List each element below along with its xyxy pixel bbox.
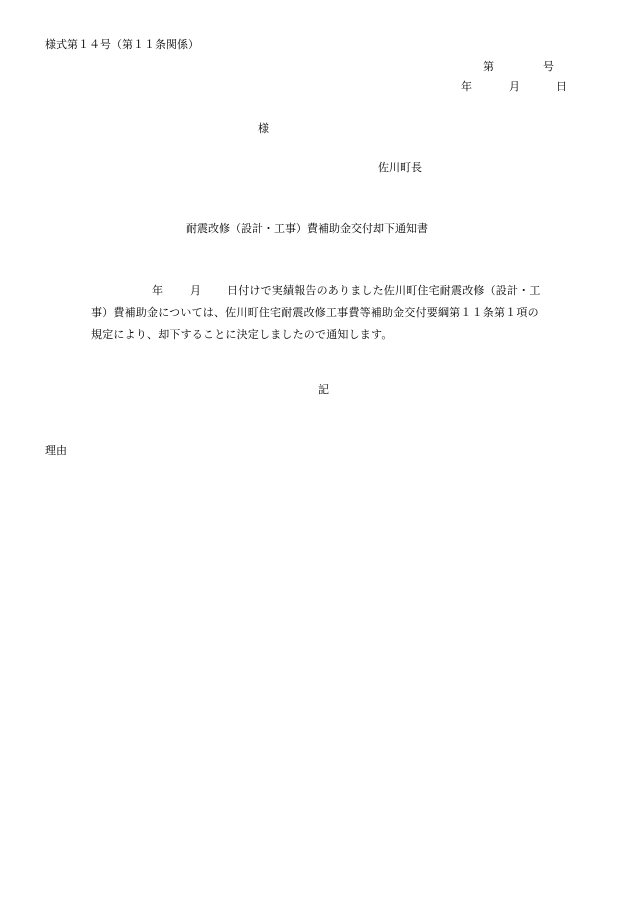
body-line-2: 事）費補助金については、佐川町住宅耐震改修工事費等補助金交付要綱第１１条第１項の — [91, 306, 539, 319]
date-day-label: 日 — [556, 80, 567, 93]
body-line-1: 日付けで実績報告のありました佐川町住宅耐震改修（設計・工 — [227, 284, 541, 297]
document-title: 耐震改修（設計・工事）費補助金交付却下通知書 — [186, 222, 428, 235]
reason-label: 理由 — [45, 444, 67, 457]
body-month-label: 月 — [190, 284, 201, 297]
document-number-prefix: 第 — [483, 60, 494, 73]
ki-heading: 記 — [318, 383, 329, 396]
document-number-suffix: 号 — [543, 60, 554, 73]
date-year-label: 年 — [461, 80, 472, 93]
addressee-honorific: 様 — [258, 122, 269, 135]
form-number: 様式第１４号（第１１条関係） — [45, 38, 199, 51]
body-year-label: 年 — [152, 284, 163, 297]
date-month-label: 月 — [509, 80, 520, 93]
body-line-3: 規定により、却下することに決定しましたので通知します。 — [91, 328, 393, 341]
sender-name: 佐川町長 — [378, 161, 422, 174]
